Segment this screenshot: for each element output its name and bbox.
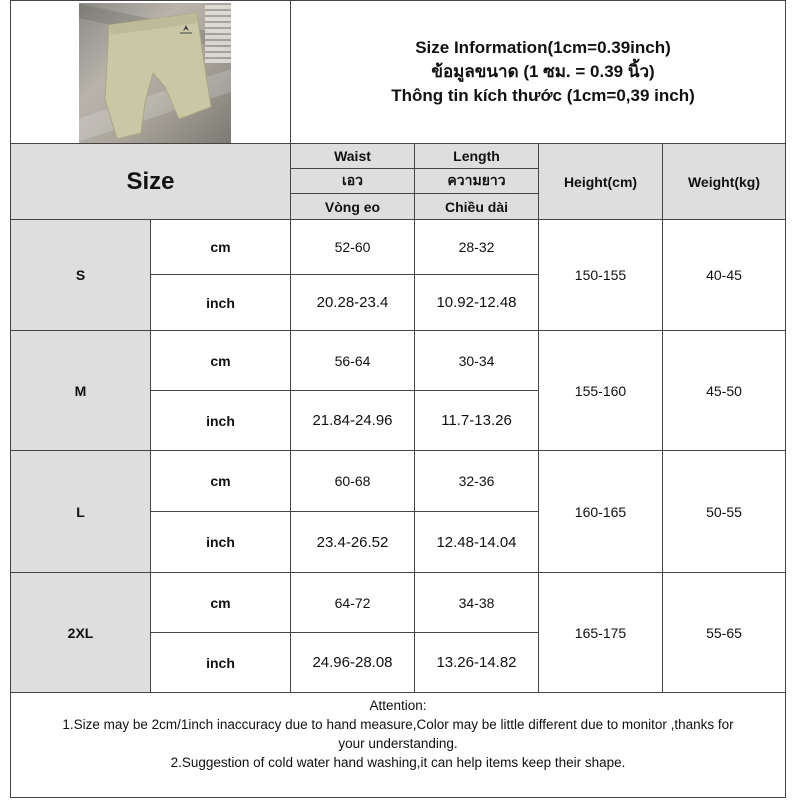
waist-inch: 20.28-23.4 [290, 274, 415, 331]
unit-cm: cm [150, 330, 291, 391]
height-value: 165-175 [538, 572, 663, 693]
waist-inch: 23.4-26.52 [290, 511, 415, 573]
attention-title: Attention: [369, 698, 427, 713]
weight-header: Weight(kg) [662, 143, 786, 220]
size-label-m: M [10, 330, 151, 451]
attention-note-1: 1.Size may be 2cm/1inch inaccuracy due to hand measure,Color may be little different due to monitor ,thanks for [62, 717, 734, 732]
weight-value: 50-55 [662, 450, 786, 573]
size-header: Size [10, 143, 291, 220]
weight-value: 40-45 [662, 219, 786, 331]
waist-cm: 52-60 [290, 219, 415, 275]
length-header-vi: Chiều dài [414, 193, 539, 220]
size-label-2xl: 2XL [10, 572, 151, 693]
weight-value: 45-50 [662, 330, 786, 451]
length-inch: 13.26-14.82 [414, 632, 539, 693]
height-value: 150-155 [538, 219, 663, 331]
attention-note-1-cont: your understanding. [338, 736, 458, 751]
header-en: Size Information(1cm=0.39inch) [415, 38, 671, 57]
length-cm: 30-34 [414, 330, 539, 391]
attention-notes [10, 692, 786, 798]
attention-note-2: 2.Suggestion of cold water hand washing,it can help items keep their shape. [170, 755, 626, 770]
length-inch: 11.7-13.26 [414, 390, 539, 451]
length-cm: 28-32 [414, 219, 539, 275]
unit-cm: cm [150, 219, 291, 275]
length-header-th: ความยาว [414, 168, 539, 194]
waist-header-vi: Vòng eo [290, 193, 415, 220]
unit-inch: inch [150, 511, 291, 573]
waist-cm: 64-72 [290, 572, 415, 633]
waist-header-th: เอว [290, 168, 415, 194]
waist-inch: 21.84-24.96 [290, 390, 415, 451]
product-image-cell [10, 0, 291, 144]
unit-cm: cm [150, 572, 291, 633]
waist-cm: 56-64 [290, 330, 415, 391]
length-inch: 10.92-12.48 [414, 274, 539, 331]
size-label-s: S [10, 219, 151, 331]
size-information-header [300, 36, 786, 108]
height-value: 160-165 [538, 450, 663, 573]
length-inch: 12.48-14.04 [414, 511, 539, 573]
length-cm: 32-36 [414, 450, 539, 512]
size-chart [10, 0, 786, 798]
waist-cm: 60-68 [290, 450, 415, 512]
product-photo [79, 3, 231, 143]
height-value: 155-160 [538, 330, 663, 451]
unit-cm: cm [150, 450, 291, 512]
unit-inch: inch [150, 274, 291, 331]
size-label-l: L [10, 450, 151, 573]
waist-header-en: Waist [290, 143, 415, 169]
length-header-en: Length [414, 143, 539, 169]
unit-inch: inch [150, 632, 291, 693]
header-th: ข้อมูลขนาด (1 ซม. = 0.39 นิ้ว) [431, 62, 655, 81]
unit-inch: inch [150, 390, 291, 451]
header-vi: Thông tin kích thước (1cm=0,39 inch) [391, 86, 695, 105]
waist-inch: 24.96-28.08 [290, 632, 415, 693]
shorts-icon [79, 3, 231, 143]
weight-value: 55-65 [662, 572, 786, 693]
height-header: Height(cm) [538, 143, 663, 220]
length-cm: 34-38 [414, 572, 539, 633]
